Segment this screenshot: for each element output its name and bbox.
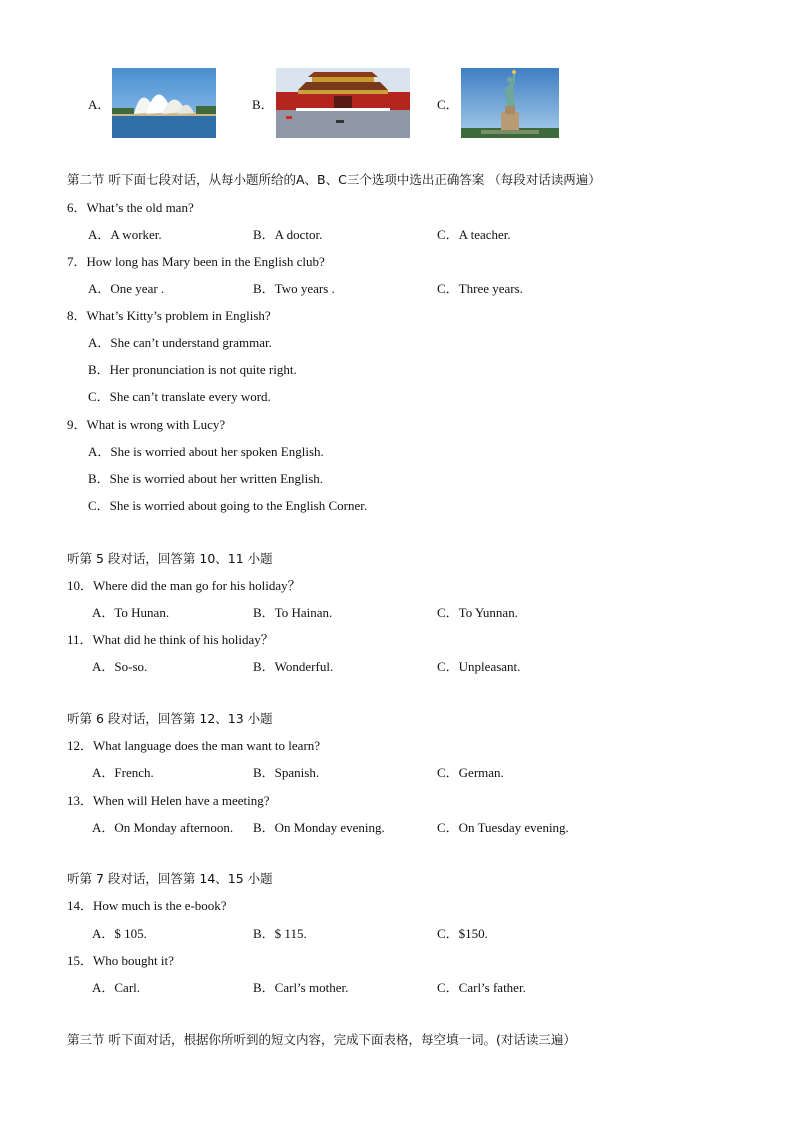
question-10-option-c[interactable]: C．To Yunnan.	[437, 605, 518, 620]
section-3-heading: 第三节 听下面对话，根据你所听到的短文内容，完成下面表格，每空填一词。(对话读三遍）	[67, 1032, 576, 1047]
question-6-option-c[interactable]: C．A teacher.	[437, 227, 511, 242]
question-8-stem: 8．What’s Kitty’s problem in English?	[67, 308, 271, 323]
question-7-option-a[interactable]: A．One year .	[88, 281, 165, 296]
question-9-option-c[interactable]: C．She is worried about going to the English Corner.	[88, 498, 368, 513]
question-13-option-c[interactable]: C．On Tuesday evening.	[437, 820, 569, 835]
question-6-stem: 6．What’s the old man?	[67, 200, 194, 215]
question-7-option-b[interactable]: B．Two years .	[253, 281, 335, 296]
question-10-option-b[interactable]: B．To Hainan.	[253, 605, 333, 620]
tiananmen-photo	[276, 68, 410, 138]
question-6-option-b[interactable]: B．A doctor.	[253, 227, 323, 242]
question-12-option-c[interactable]: C．German.	[437, 765, 504, 780]
question-11-option-a[interactable]: A．So-so.	[92, 659, 148, 674]
question-13-stem: 13．When will Helen have a meeting?	[67, 793, 270, 808]
question-9-stem: 9．What is wrong with Lucy?	[67, 417, 226, 432]
question-12-stem: 12．What language does the man want to learn?	[67, 738, 321, 753]
question-8-option-b[interactable]: B．Her pronunciation is not quite right.	[88, 362, 297, 377]
question-11-option-c[interactable]: C．Unpleasant.	[437, 659, 521, 674]
question-15-option-a[interactable]: A．Carl.	[92, 980, 141, 995]
question-14-option-b[interactable]: B．$ 115.	[253, 926, 307, 941]
question-11-option-b[interactable]: B．Wonderful.	[253, 659, 334, 674]
option-b-label: B．	[252, 97, 274, 112]
question-8-option-c[interactable]: C．She can’t translate every word.	[88, 389, 271, 404]
question-14-stem: 14．How much is the e-book?	[67, 898, 227, 913]
option-c-label: C．	[437, 97, 459, 112]
option-a-label: A．	[88, 97, 111, 112]
dialogue-5-instruction: 听第 5 段对话，回答第 10、11 小题	[67, 551, 273, 566]
question-10-stem: 10．Where did the man go for his holiday？	[67, 578, 301, 593]
question-14-option-a[interactable]: A．$ 105.	[92, 926, 147, 941]
question-12-option-a[interactable]: A．French.	[92, 765, 154, 780]
question-9-option-b[interactable]: B．She is worried about her written English.	[88, 471, 324, 486]
question-9-option-a[interactable]: A．She is worried about her spoken English.	[88, 444, 324, 459]
question-15-option-b[interactable]: B．Carl’s mother.	[253, 980, 349, 995]
question-14-option-c[interactable]: C．$150.	[437, 926, 488, 941]
question-13-option-a[interactable]: A．On Monday afternoon.	[92, 820, 234, 835]
question-8-option-a[interactable]: A．She can’t understand grammar.	[88, 335, 272, 350]
question-15-stem: 15．Who bought it?	[67, 953, 174, 968]
sydney-opera-house-photo	[112, 68, 216, 138]
question-12-option-b[interactable]: B．Spanish.	[253, 765, 320, 780]
question-7-option-c[interactable]: C．Three years.	[437, 281, 523, 296]
question-11-stem: 11．What did he think of his holiday？	[67, 632, 274, 647]
section-2-heading: 第二节 听下面七段对话，从每小题所给的A、B、C三个选项中选出正确答案 （每段对话读两遍）	[67, 172, 601, 187]
question-15-option-c[interactable]: C．Carl’s father.	[437, 980, 526, 995]
dialogue-6-instruction: 听第 6 段对话，回答第 12、13 小题	[67, 711, 273, 726]
image-options-row	[0, 66, 794, 140]
question-13-option-b[interactable]: B．On Monday evening.	[253, 820, 385, 835]
question-6-option-a[interactable]: A．A worker.	[88, 227, 162, 242]
question-10-option-a[interactable]: A．To Hunan.	[92, 605, 170, 620]
statue-of-liberty-photo	[461, 68, 559, 138]
question-7-stem: 7．How long has Mary been in the English club?	[67, 254, 325, 269]
dialogue-7-instruction: 听第 7 段对话，回答第 14、15 小题	[67, 871, 273, 886]
